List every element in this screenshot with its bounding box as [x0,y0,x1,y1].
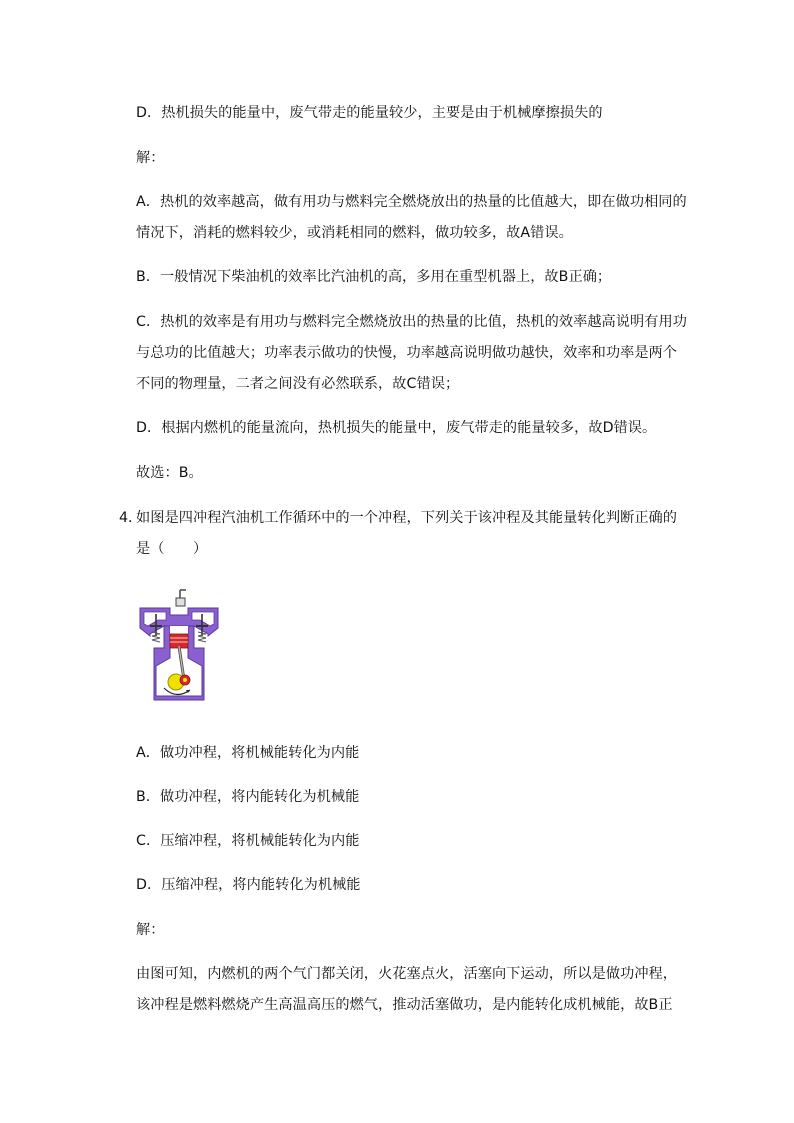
option-b: B．做功冲程，将内能转化为机械能 [136,789,360,805]
solution-label: 解： [136,922,165,938]
engine-figure [136,588,222,708]
question-stem-line1: 如图是四冲程汽油机工作循环中的一个冲程，下列关于该冲程及其能量转化判断正确的 [136,510,678,526]
analysis-b-line1: B．一般情况下柴油机的效率比汽油机的高，多用在重型机器上，故B正确； [136,269,612,285]
option-d: D．压缩冲程，将内能转化为机械能 [136,877,361,893]
analysis-c-line2: 与总功的比值越大；功率表示做功的快慢，功率越高说明做功越快，效率和功率是两个 [136,345,678,361]
analysis-a-line2: 情况下，消耗的燃料较少，或消耗相同的燃料，做功较多，故A错误。 [136,225,573,241]
prev-answer: 故选：B。 [136,465,203,481]
option-c: C．压缩冲程，将机械能转化为内能 [136,833,360,849]
analysis-d-line1: D．根据内燃机的能量流向，热机损失的能量中，废气带走的能量较多，故D错误。 [136,420,657,436]
prev-solution-label: 解： [136,150,165,166]
analysis-c-line3: 不同的物理量，二者之间没有必然联系，故C错误； [136,376,460,392]
explanation-line2: 该冲程是燃料燃烧产生高温高压的燃气，推动活塞做功，是内能转化成机械能，故B正 [136,997,673,1013]
explanation-line1: 由图可知，内燃机的两个气门都关闭，火花塞点火，活塞向下运动，所以是做功冲程， [136,966,678,982]
four-stroke-engine-power-stroke-icon [136,588,222,708]
analysis-c-line1: C．热机的效率是有用功与燃料完全燃烧放出的热量的比值，热机的效率越高说明有用功 [136,314,687,330]
question-number: 4． [119,510,143,526]
analysis-a-line1: A．热机的效率越高，做有用功与燃料完全燃烧放出的热量的比值越大，即在做功相同的 [136,194,687,210]
prev-option-d: D．热机损失的能量中，废气带走的能量较少，主要是由于机械摩擦损失的 [136,105,603,121]
question-stem-line2: 是（ ） [136,541,208,557]
option-a: A．做功冲程，将机械能转化为内能 [136,745,360,761]
